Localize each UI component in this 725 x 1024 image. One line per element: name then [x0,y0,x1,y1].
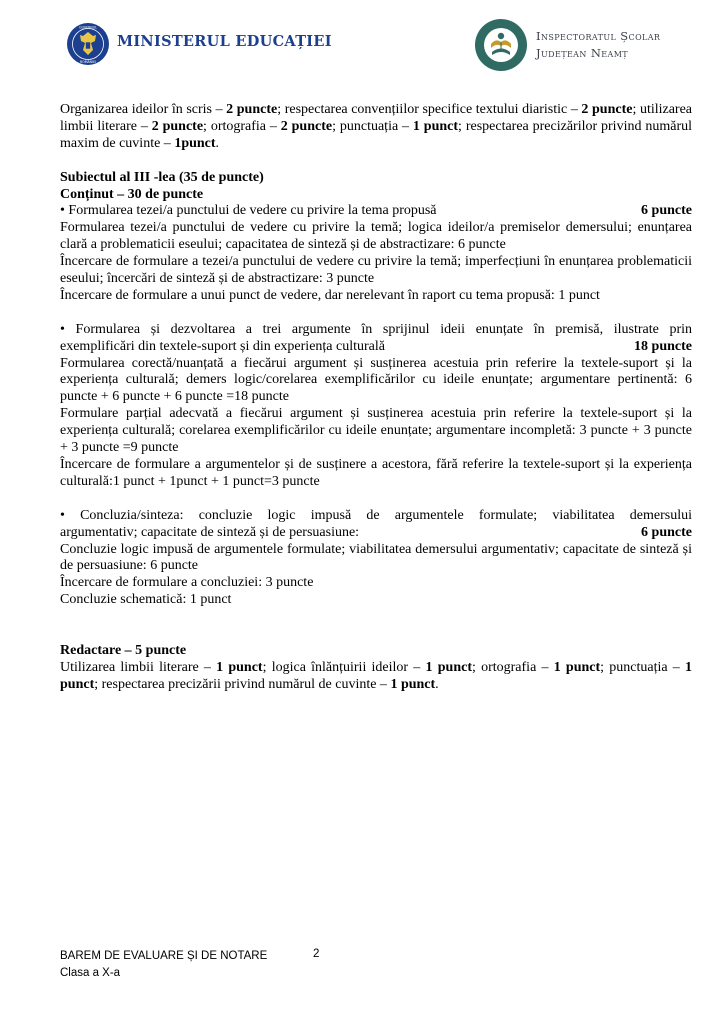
page-footer [60,948,267,982]
intro-points-4: 2 puncte [280,118,333,134]
redactare-points-5: 1 punct [390,676,436,692]
grading-scheme-content [60,102,692,694]
inspectorate-name [536,28,660,62]
conclusion-points: 6 puncte [641,524,692,540]
content-section-title: Conținut – 30 de puncte [60,186,204,202]
redactare-points-4: 1 punct [60,659,693,692]
intro-points-1: 2 puncte [226,102,278,117]
government-seal-logo [66,22,110,66]
thesis-level-1: Formularea tezei/a punctului de vedere cu privire la temă; logica ideilor/a premiselor demersului; enunțarea clară a problematicii eseului; capacitatea de sinteză și de abstractizare: 6 puncte [60,220,692,253]
svg-text:ROMÂNIEI: ROMÂNIEI [80,60,96,64]
conclusion-criterion-line1: • Concluzia/sinteza: concluzie logic impusă de argumentele formulate; viabilitatea demersului [60,507,692,523]
arguments-level-3: Încercare de formulare a argumentelor și de susținere a acestora, fără referire la textele-suport și la experiența culturală:1 punct + 1punct + 1 punct=3 puncte [60,457,692,489]
conclusion-level-1: Concluzie logic impusă de argumentele formulate; viabilitatea demersului argumentativ; capacitate de sinteză și de persuasiune: 6 puncte [60,541,692,574]
intro-paragraph [60,102,692,153]
intro-text-6: ; respectarea precizărilor privind numărul maxim de cuvinte – [60,118,692,151]
footer-grade: Clasa a X-a [60,967,121,979]
intro-text-2: ; respectarea convențiilor specifice textului diaristic – [277,102,582,117]
intro-points-3: 2 puncte [151,118,204,134]
redactare-text-5: ; respectarea precizării privind numărul de cuvinte – [94,676,391,692]
thesis-level-3: Încercare de formulare a unui punct de vedere, dar nerelevant în raport cu tema propusă: 1 punct [60,287,600,303]
redactare-text-3: ; ortografia – [471,659,554,675]
inspectorate-name-line2: Județean Neamț [536,46,629,60]
redactare-text-6: . [435,676,439,692]
intro-text-1: Organizarea ideilor în scris – [60,102,227,117]
redactare-points-1: 1 punct [216,659,263,675]
arguments-level-1: Formularea corectă/nuanțată a fiecărui argument și susținerea acestuia prin referire la textele-suport și la experiența culturală; demers logic/corelarea exemplificărilor cu ideile enunțate; argumentare pertinentă: 6 puncte + 6 puncte + 6 puncte =18 puncte [60,355,692,405]
conclusion-criterion-line2: argumentativ; capacitate de sinteză și de persuasiune: [60,524,360,540]
redactare-points-3: 1 punct [553,659,601,675]
footer-title: BAREM DE EVALUARE ȘI DE NOTARE [60,950,268,962]
intro-points-6: 1punct [174,135,216,151]
intro-text-4: ; ortografia – [203,118,281,134]
thesis-points: 6 puncte [641,203,692,219]
redactare-points-2: 1 punct [425,659,472,675]
thesis-level-2: Încercare de formulare a tezei/a punctului de vedere cu privire la temă; imperfecțiuni în enunțarea problematicii eseului; încercări de sinteză și de abstractizare: 3 puncte [60,254,692,287]
arguments-criterion-line2: exemplificări din textele-suport și din experiența culturală [60,338,385,354]
intro-text-5: ; punctuația – [332,118,413,134]
redactare-title: Redactare – 5 puncte [60,642,187,658]
inspectorate-name-line1: Inspectoratul Școlar [536,29,661,43]
thesis-criterion-text: • Formularea tezei/a punctului de vedere cu privire la tema propusă [60,203,437,219]
arguments-criterion [60,339,692,356]
intro-points-2: 2 puncte [581,102,633,117]
svg-text:GUVERNUL: GUVERNUL [79,25,97,30]
redactare-text-2: ; logica înlănțuirii ideilor – [262,659,426,675]
ministry-name: MINISTERUL EDUCAȚIEI [117,33,332,50]
redactare-paragraph [60,660,692,694]
conclusion-level-2: Încercare de formulare a concluziei: 3 puncte [60,575,314,591]
inspectorate-logo [474,18,528,72]
intro-text-3: ; utilizarea limbii literare – [60,102,693,134]
redactare-text-4: ; punctuația – [600,659,686,675]
conclusion-criterion [60,525,692,542]
page-number: 2 [313,948,320,960]
redactare-text-1: Utilizarea limbii literare – [60,659,217,675]
intro-points-5: 1 punct [412,118,459,134]
intro-text-7: . [215,135,220,151]
thesis-criterion [60,203,692,220]
arguments-points: 18 puncte [634,338,692,354]
subject-3-title: Subiectul al III -lea (35 de puncte) [60,169,264,185]
arguments-level-2: Formulare parțial adecvată a fiecărui argument și susținerea acestuia prin referire la textele-suport și la experiența culturală; corelarea exemplificărilor cu ideile enunțate; argumentare incompletă: 3 puncte + 3 puncte + 3 puncte =9 puncte [60,406,692,456]
conclusion-level-3: Concluzie schematică: 1 punct [60,592,232,608]
arguments-criterion-line1: • Formularea și dezvoltarea a trei argumente în sprijinul ideii enunțate în premisă, ilustrate prin [60,321,692,337]
